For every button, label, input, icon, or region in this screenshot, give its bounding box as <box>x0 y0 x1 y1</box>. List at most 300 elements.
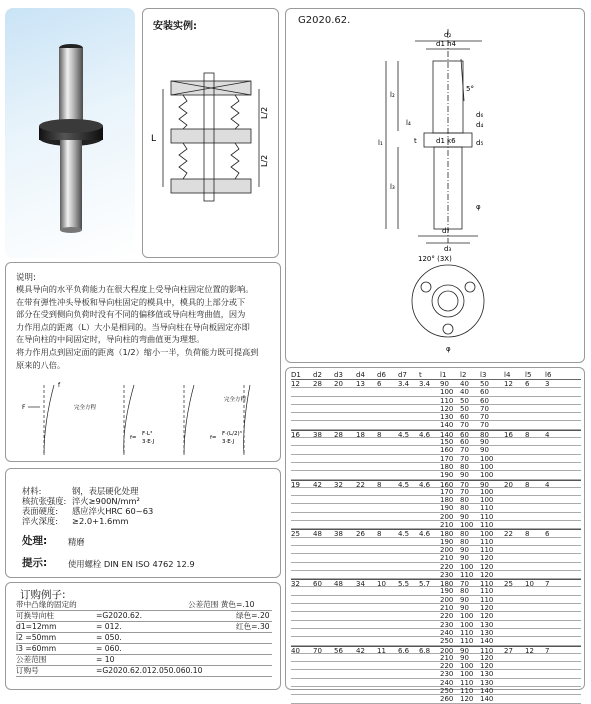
table-cell <box>334 446 356 453</box>
table-cell: 210 <box>440 653 454 662</box>
table-cell: 8 <box>377 430 382 439</box>
table-cell <box>291 397 313 404</box>
table-cell: 10 <box>377 580 386 589</box>
table-cell: 80 <box>480 430 489 439</box>
table-cell <box>504 446 525 453</box>
table-cell: 6.6 <box>398 646 410 655</box>
table-cell <box>356 621 377 628</box>
table-cell <box>419 421 440 428</box>
table-cell <box>291 621 313 628</box>
table-cell <box>545 604 561 611</box>
table-cell <box>356 662 377 669</box>
table-cell <box>313 463 334 470</box>
table-cell <box>525 621 545 628</box>
table-cell: 11 <box>377 646 386 655</box>
table-cell: 200 <box>440 595 454 604</box>
order-value: = 050. <box>96 633 122 642</box>
table-cell <box>313 413 334 420</box>
table-cell <box>291 670 313 677</box>
table-cell <box>377 604 398 611</box>
order-note: 红色=.30 <box>236 622 270 631</box>
table-cell <box>545 538 561 545</box>
table-cell: 230 <box>440 670 454 679</box>
table-cell: 38 <box>313 430 322 439</box>
table-cell <box>504 421 525 428</box>
table-cell <box>504 679 525 686</box>
table-cell <box>504 438 525 445</box>
table-cell <box>291 695 313 702</box>
install-dim-half-bottom: L/2 <box>260 154 269 167</box>
table-cell: 220 <box>440 662 454 671</box>
table-cell <box>525 629 545 636</box>
table-cell <box>398 587 419 594</box>
table-cell: 8 <box>525 430 530 439</box>
table-cell <box>398 504 419 511</box>
drawing-label-d3: d₃ <box>444 245 452 253</box>
table-cell <box>525 695 545 702</box>
product-photo <box>5 8 135 258</box>
table-cell: 110 <box>480 646 494 655</box>
table-cell: 130 <box>480 678 494 687</box>
table-cell: 160 <box>440 446 454 455</box>
table-cell: 100 <box>480 530 494 539</box>
table-cell <box>356 637 377 644</box>
table-cell: 5.5 <box>398 580 410 589</box>
table-cell <box>525 679 545 686</box>
table-cell <box>291 612 313 619</box>
table-cell <box>313 421 334 428</box>
table-cell: 90 <box>460 512 469 521</box>
table-cell <box>504 388 525 395</box>
table-header-cell: d3 <box>334 371 343 379</box>
table-cell: 90 <box>460 471 469 480</box>
table-cell: 110 <box>480 521 494 530</box>
table-row <box>291 471 581 479</box>
table-cell <box>419 405 440 412</box>
table-cell <box>313 554 334 561</box>
table-cell <box>525 637 545 644</box>
table-cell <box>398 621 419 628</box>
table-cell <box>334 670 356 677</box>
table-row <box>291 513 581 521</box>
table-cell <box>504 563 525 570</box>
table-cell <box>525 488 545 495</box>
table-header-cell: l1 <box>440 371 447 379</box>
table-cell: 110 <box>460 570 474 579</box>
table-cell <box>313 455 334 462</box>
table-cell <box>356 521 377 528</box>
table-cell <box>525 571 545 578</box>
table-cell <box>545 662 561 669</box>
table-cell: 120 <box>480 653 494 662</box>
order-key: 带中凸缘的固定的 <box>16 600 77 609</box>
hint-value: 使用螺栓 DIN EN ISO 4762 12.9 <box>68 559 195 569</box>
table-cell: 4.5 <box>398 480 410 489</box>
table-header-cell: l6 <box>545 371 552 379</box>
table-cell: 7 <box>545 646 550 655</box>
table-cell <box>377 438 398 445</box>
table-cell <box>313 397 334 404</box>
order-row <box>16 644 272 655</box>
table-cell <box>504 455 525 462</box>
table-cell <box>377 554 398 561</box>
table-row <box>291 438 581 446</box>
material-line <box>22 515 128 527</box>
table-cell: 80 <box>460 587 469 596</box>
table-cell <box>504 621 525 628</box>
order-value: = 10 <box>96 655 115 664</box>
install-drawing <box>143 29 280 259</box>
table-cell <box>419 670 440 677</box>
table-cell <box>313 405 334 412</box>
table-cell <box>291 554 313 561</box>
table-cell <box>525 596 545 603</box>
table-cell <box>377 563 398 570</box>
drawing-label-d4: d₄ <box>476 121 484 129</box>
table-cell: 4.6 <box>419 430 431 439</box>
table-cell <box>313 521 334 528</box>
table-cell <box>398 405 419 412</box>
table-cell <box>525 612 545 619</box>
drawing-label-d5: d₅ <box>476 139 484 147</box>
drawing-label-ra2: φ <box>446 345 451 353</box>
table-cell: 6.8 <box>419 646 431 655</box>
process-value: 精磨 <box>68 537 85 547</box>
table-cell <box>419 513 440 520</box>
table-cell <box>291 571 313 578</box>
table-cell <box>356 538 377 545</box>
table-cell <box>313 504 334 511</box>
drawing-label-l4: l₄ <box>406 119 411 127</box>
table-cell <box>545 496 561 503</box>
table-cell: 130 <box>480 620 494 629</box>
table-cell <box>377 621 398 628</box>
table-cell: 22 <box>356 480 365 489</box>
table-cell: 130 <box>480 670 494 679</box>
table-cell <box>377 670 398 677</box>
drawing-label-l1: l₁ <box>378 139 383 147</box>
table-cell <box>334 571 356 578</box>
table-cell <box>525 463 545 470</box>
table-cell <box>291 563 313 570</box>
table-cell: 120 <box>480 554 494 563</box>
table-cell <box>545 679 561 686</box>
table-cell <box>356 629 377 636</box>
table-cell <box>525 455 545 462</box>
material-value: 感应淬火HRC 60~63 <box>72 506 154 516</box>
table-cell: 40 <box>460 388 469 397</box>
table-cell: 90 <box>460 595 469 604</box>
table-cell: 25 <box>291 530 300 539</box>
table-cell: 90 <box>460 545 469 554</box>
table-cell <box>504 488 525 495</box>
table-cell <box>291 629 313 636</box>
table-row <box>291 521 581 529</box>
order-value: =G2020.62.012.050.060.10 <box>96 666 203 675</box>
table-cell <box>291 654 313 661</box>
table-cell <box>525 421 545 428</box>
table-cell: 220 <box>440 612 454 621</box>
table-cell: 140 <box>440 430 454 439</box>
table-cell <box>525 670 545 677</box>
table-cell <box>356 413 377 420</box>
table-row <box>291 538 581 546</box>
table-cell <box>504 629 525 636</box>
table-row <box>291 397 581 405</box>
table-row <box>291 587 581 595</box>
table-row <box>291 546 581 554</box>
table-cell <box>419 637 440 644</box>
drawing-label-d1h4: d1 h4 <box>436 40 457 48</box>
technical-drawing-panel <box>285 8 585 363</box>
order-value: = 060. <box>96 644 122 653</box>
table-cell: 170 <box>440 487 454 496</box>
table-cell <box>334 388 356 395</box>
table-cell <box>398 670 419 677</box>
table-cell: 12 <box>504 380 513 388</box>
table-cell <box>504 521 525 528</box>
table-cell: 100 <box>480 454 494 463</box>
table-header-cell: D1 <box>291 371 301 379</box>
table-cell <box>398 687 419 694</box>
table-cell: 38 <box>334 530 343 539</box>
table-cell: 100 <box>460 521 474 530</box>
table-cell <box>398 521 419 528</box>
table-row <box>291 596 581 604</box>
table-cell <box>419 446 440 453</box>
table-cell <box>356 446 377 453</box>
table-cell: 110 <box>460 628 474 637</box>
table-row <box>291 430 581 438</box>
table-cell: 210 <box>440 521 454 530</box>
table-cell <box>398 637 419 644</box>
table-cell <box>545 471 561 478</box>
table-cell <box>313 612 334 619</box>
table-cell <box>377 571 398 578</box>
table-row <box>291 446 581 454</box>
table-cell: 120 <box>480 604 494 613</box>
table-row <box>291 621 581 629</box>
material-key: 淬火深度: <box>22 516 58 526</box>
table-cell <box>291 679 313 686</box>
table-cell: 140 <box>480 695 494 704</box>
table-cell: 10 <box>525 580 534 589</box>
table-cell <box>356 496 377 503</box>
table-cell <box>334 546 356 553</box>
table-cell: 180 <box>440 580 454 589</box>
process-label: 处理: <box>22 535 48 547</box>
order-row <box>16 611 272 622</box>
table-cell: 7 <box>545 580 550 589</box>
drawing-title: G2020.62. <box>298 15 351 26</box>
table-header-cell: d4 <box>356 371 365 379</box>
table-cell <box>525 521 545 528</box>
table-cell <box>398 596 419 603</box>
table-cell: 110 <box>480 587 494 596</box>
table-cell <box>398 604 419 611</box>
table-cell: 18 <box>356 430 365 439</box>
table-cell: 8 <box>525 530 530 539</box>
table-cell <box>334 521 356 528</box>
table-cell: 170 <box>440 454 454 463</box>
drawing-label-deg5: 5° <box>466 85 474 93</box>
drawing-label-l2: l₂ <box>390 91 395 99</box>
table-cell <box>356 513 377 520</box>
table-cell <box>525 446 545 453</box>
table-cell: 8 <box>377 530 382 539</box>
table-cell <box>525 413 545 420</box>
table-cell <box>334 654 356 661</box>
table-row <box>291 480 581 488</box>
table-cell <box>334 596 356 603</box>
table-cell <box>313 571 334 578</box>
table-cell <box>419 463 440 470</box>
table-cell <box>419 662 440 669</box>
table-cell <box>334 413 356 420</box>
table-cell: 70 <box>480 413 489 422</box>
table-cell <box>419 587 440 594</box>
table-cell <box>334 488 356 495</box>
table-cell <box>525 687 545 694</box>
table-cell <box>356 388 377 395</box>
table-cell <box>545 521 561 528</box>
table-cell <box>356 397 377 404</box>
drawing-label-d7: d₇ <box>442 227 450 235</box>
table-cell <box>356 587 377 594</box>
table-cell <box>419 438 440 445</box>
table-cell: 56 <box>334 646 343 655</box>
table-cell <box>291 455 313 462</box>
order-title: 订购例子: <box>20 589 66 601</box>
table-row <box>291 488 581 496</box>
table-cell <box>545 446 561 453</box>
table-cell <box>545 438 561 445</box>
table-cell <box>398 463 419 470</box>
table-cell <box>356 687 377 694</box>
table-cell: 240 <box>440 678 454 687</box>
table-cell <box>356 438 377 445</box>
table-row <box>291 413 581 421</box>
table-cell: 40 <box>460 380 469 388</box>
table-cell <box>334 471 356 478</box>
table-row <box>291 463 581 471</box>
table-cell <box>334 621 356 628</box>
table-cell: 110 <box>440 396 454 405</box>
table-cell <box>313 438 334 445</box>
order-row <box>16 655 272 666</box>
table-cell <box>356 563 377 570</box>
table-row <box>291 654 581 662</box>
description-title: 说明: <box>16 273 36 283</box>
table-cell: 100 <box>440 388 454 397</box>
fig-formula-2-num: F·(L/2)³ <box>222 431 242 437</box>
table-row <box>291 695 581 703</box>
table-cell <box>291 388 313 395</box>
table-cell <box>398 413 419 420</box>
table-cell <box>525 538 545 545</box>
table-cell <box>525 604 545 611</box>
table-cell: 60 <box>460 413 469 422</box>
table-cell <box>356 695 377 702</box>
table-cell: 180 <box>440 496 454 505</box>
table-cell: 3.4 <box>419 380 431 388</box>
table-cell <box>504 397 525 404</box>
table-cell <box>377 695 398 702</box>
table-row <box>291 629 581 637</box>
order-example-panel <box>5 582 281 690</box>
table-cell <box>398 571 419 578</box>
table-cell: 4 <box>545 480 550 489</box>
table-cell: 80 <box>460 496 469 505</box>
table-cell <box>504 571 525 578</box>
order-key: l3 =60mm <box>16 644 57 653</box>
table-cell: 180 <box>440 462 454 471</box>
order-value: = 012. <box>96 622 122 631</box>
table-cell <box>398 488 419 495</box>
table-cell <box>356 455 377 462</box>
dimension-table <box>291 371 581 704</box>
table-cell <box>398 397 419 404</box>
table-cell <box>398 496 419 503</box>
table-cell: 25 <box>504 580 513 589</box>
table-cell <box>313 629 334 636</box>
table-cell <box>398 538 419 545</box>
table-header-cell: l3 <box>480 371 487 379</box>
table-cell: 5.7 <box>419 580 431 589</box>
table-cell <box>419 679 440 686</box>
table-cell <box>504 637 525 644</box>
table-cell <box>291 421 313 428</box>
table-cell: 90 <box>460 604 469 613</box>
table-cell: 4.6 <box>419 480 431 489</box>
table-cell <box>377 612 398 619</box>
description-line: 模具导向的水平负荷能力在很大程度上受导向柱固定位置的影响。 <box>16 284 254 294</box>
table-cell <box>419 504 440 511</box>
table-cell: 80 <box>460 504 469 513</box>
table-cell: 12 <box>525 646 534 655</box>
table-cell <box>313 621 334 628</box>
table-header-cell: l4 <box>504 371 511 379</box>
table-cell: 110 <box>480 545 494 554</box>
table-cell <box>419 687 440 694</box>
table-cell <box>504 662 525 669</box>
table-cell <box>504 604 525 611</box>
table-cell <box>419 546 440 553</box>
table-cell: 70 <box>480 421 489 430</box>
order-key: d1=12mm <box>16 622 57 631</box>
table-cell: 50 <box>480 380 489 388</box>
table-cell <box>334 496 356 503</box>
table-header-cell: d6 <box>377 371 386 379</box>
table-cell <box>313 587 334 594</box>
fig-formula-1-den: 3·E·J <box>142 439 155 445</box>
fig-formula-2-den: 3·E·J <box>222 439 235 445</box>
order-key: 订购号 <box>16 666 39 675</box>
install-dim-l: L <box>151 134 157 144</box>
table-cell <box>334 604 356 611</box>
table-cell: 250 <box>440 637 454 646</box>
table-row <box>291 571 581 579</box>
table-cell <box>398 471 419 478</box>
material-value: 钢，表层硬化处理 <box>72 486 139 496</box>
table-cell: 60 <box>460 438 469 447</box>
table-cell <box>313 546 334 553</box>
table-cell <box>377 446 398 453</box>
table-cell: 90 <box>460 653 469 662</box>
table-cell: 90 <box>480 446 489 455</box>
table-row <box>291 670 581 678</box>
table-cell <box>334 637 356 644</box>
